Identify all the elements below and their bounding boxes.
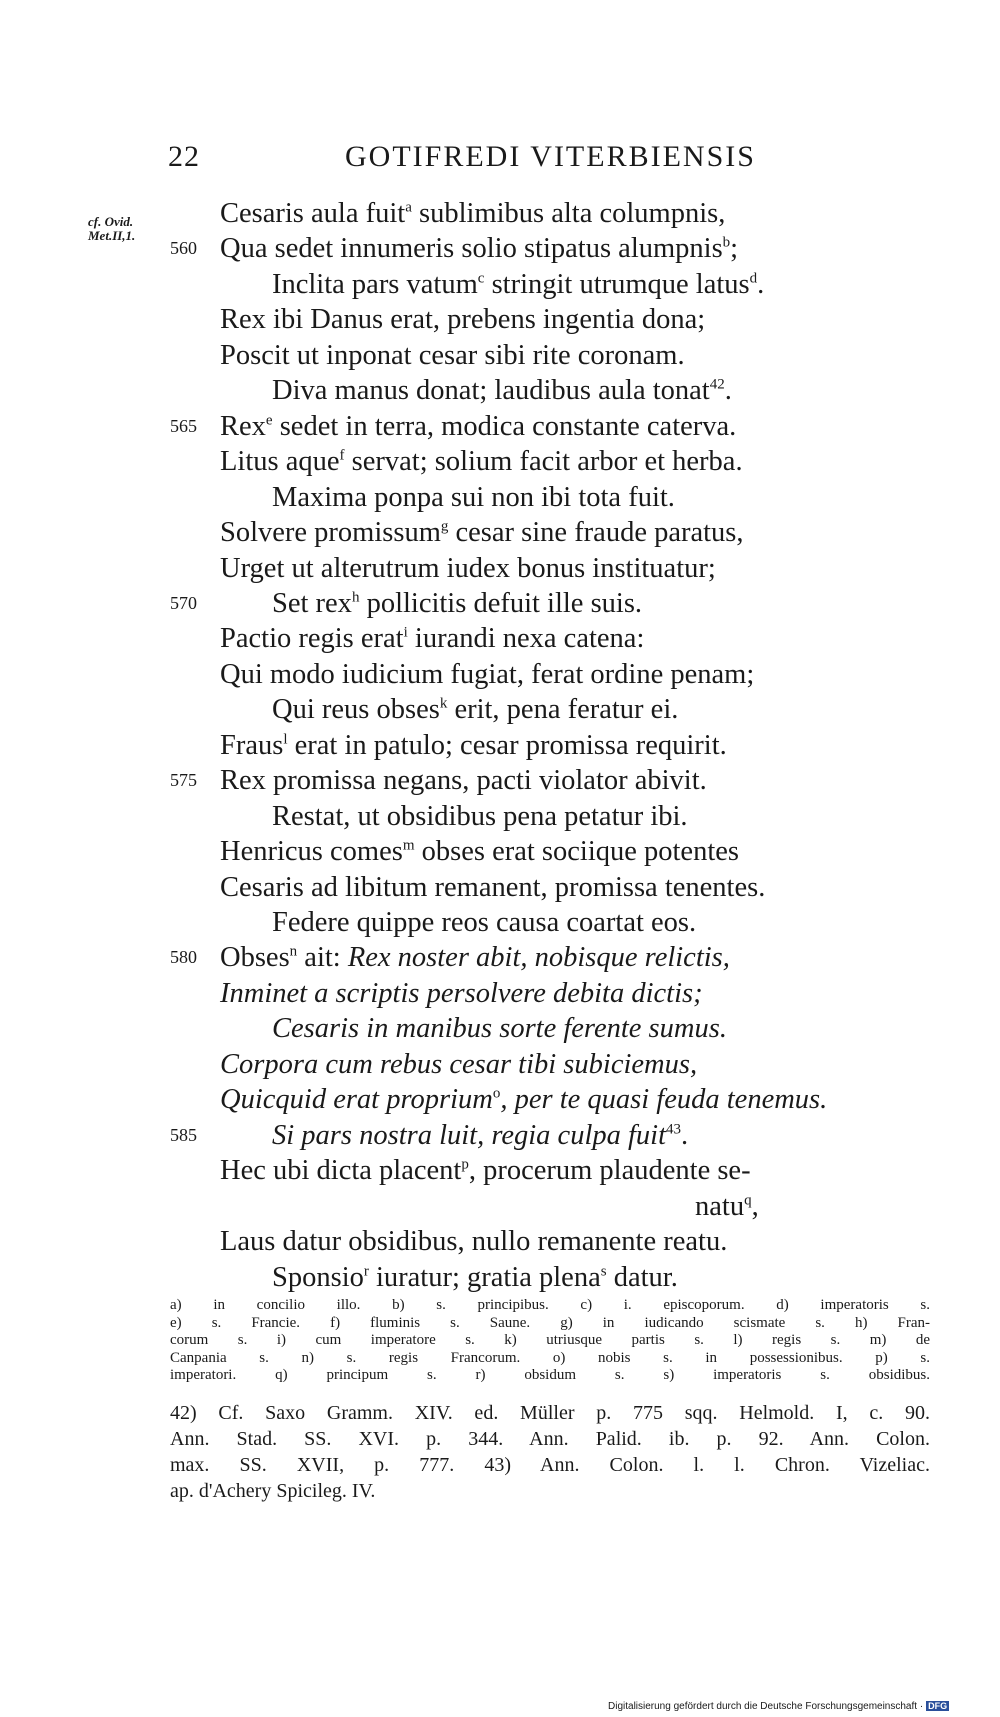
verse-segment: Set rex xyxy=(272,587,352,619)
verse-segment: iurandi nexa catena: xyxy=(407,623,645,655)
footnote-marker: n xyxy=(289,943,298,960)
verse-text xyxy=(272,586,642,621)
verse-text xyxy=(220,515,744,550)
verse-segment: . xyxy=(757,268,765,300)
verse-segment: Hec ubi dicta placent xyxy=(220,1155,462,1187)
verse-segment: Cesaris ad libitum remanent, promissa tenentes. xyxy=(220,871,766,903)
verse-line xyxy=(0,196,1000,231)
quoted-speech: , per te quasi feuda tenemus. xyxy=(500,1084,828,1116)
verse-line xyxy=(0,409,1000,444)
verse-text xyxy=(272,799,688,834)
verse-text xyxy=(272,267,764,302)
line-number: 580 xyxy=(170,947,197,968)
verse-segment: cesar sine fraude paratus, xyxy=(448,517,744,549)
footnote-line: imperatori. q) principum s. r) obsidum s. s) imperatoris s. obsidibus. xyxy=(170,1367,930,1383)
verse-segment: iuratur; gratia plena xyxy=(368,1261,601,1293)
footnote-marker: g xyxy=(440,518,449,535)
verse-segment: Solvere promissum xyxy=(220,517,441,549)
footnote-marker: l xyxy=(283,731,288,748)
verse-text xyxy=(220,1224,727,1259)
verse-text xyxy=(220,338,685,373)
verse-line xyxy=(0,657,1000,692)
footnote-marker: p xyxy=(461,1156,469,1173)
verse-segment: servat; solium facit arbor et herba. xyxy=(344,446,743,478)
verse-segment: natu xyxy=(695,1190,745,1222)
verse-text xyxy=(220,231,738,266)
verse-line xyxy=(0,551,1000,586)
quoted-speech: Rex noster abit, nobisque relictis, xyxy=(347,942,730,974)
verse-text xyxy=(272,1011,727,1046)
quoted-speech: Cesaris in manibus sorte ferente sumus. xyxy=(272,1013,727,1045)
verse-segment: pollicitis defuit ille suis. xyxy=(359,587,643,619)
verse-text xyxy=(220,657,754,692)
verse-line xyxy=(0,940,1000,975)
verse-segment: Maxima ponpa sui non ibi tota fuit. xyxy=(272,481,675,513)
verse-segment: Laus datur obsidibus, nullo remanente reatu. xyxy=(220,1226,728,1258)
verse-text xyxy=(695,1189,759,1224)
verse-text xyxy=(220,1047,697,1082)
verse-segment: sedet in terra, modica constante caterva. xyxy=(272,410,737,442)
verse-text xyxy=(272,373,732,408)
verse-line xyxy=(0,692,1000,727)
verse-segment: Obses xyxy=(220,942,290,974)
footnote-line: corum s. i) cum imperatore s. k) utriusque partis s. l) regis s. m) de xyxy=(170,1332,930,1348)
running-header xyxy=(0,140,1000,180)
verse-line xyxy=(0,905,1000,940)
reference-line: 42) Cf. Saxo Gramm. XIV. ed. Müller p. 775 sqq. Helmold. I, c. 90. xyxy=(170,1402,930,1424)
quoted-speech: Quicquid erat proprium xyxy=(220,1084,493,1116)
footnote-marker: e xyxy=(265,412,273,429)
footnote-marker: 43 xyxy=(666,1121,682,1138)
footnote-marker: r xyxy=(363,1263,369,1279)
verse-line xyxy=(0,1189,1000,1224)
verse-line xyxy=(0,302,1000,337)
footnote-marker: 42 xyxy=(709,376,725,393)
footnote-line: a) in concilio illo. b) s. principibus. c) i. episcoporum. d) imperatoris s. xyxy=(170,1297,930,1313)
digitization-credit xyxy=(608,1701,949,1712)
verse-segment: ait: xyxy=(297,942,348,974)
verse-segment: Urget ut alterutrum iudex bonus instituatur; xyxy=(220,552,716,584)
footnote-marker: b xyxy=(722,234,731,251)
footnote-marker: q xyxy=(744,1192,752,1209)
verse-line xyxy=(0,621,1000,656)
verse-text xyxy=(220,728,727,763)
footnote-marker: d xyxy=(749,270,758,287)
verse-segment: Restat, ut obsidibus pena petatur ibi. xyxy=(272,800,688,832)
verse-segment: , xyxy=(751,1190,759,1222)
verse-text xyxy=(220,976,703,1011)
margin-note-line: cf. Ovid. xyxy=(88,214,134,229)
verse-segment: Qua sedet innumeris solio stipatus alumpnis xyxy=(220,233,723,265)
reference-line: max. SS. XVII, p. 777. 43) Ann. Colon. l. l. Chron. Vizeliac. xyxy=(170,1454,930,1476)
footnote-marker: i xyxy=(403,624,408,641)
textual-footnotes xyxy=(170,1297,930,1385)
verse-line xyxy=(0,515,1000,550)
verse-text xyxy=(220,870,765,905)
verse-text xyxy=(220,1153,751,1188)
verse-line xyxy=(0,1260,1000,1295)
verse-text xyxy=(220,196,725,231)
verse-text xyxy=(220,444,743,479)
verse-line xyxy=(0,870,1000,905)
verse-segment: Sponsio xyxy=(272,1261,364,1293)
verse-segment: Rex promissa negans, pacti violator abivit. xyxy=(220,765,707,797)
footnote-marker: o xyxy=(492,1085,501,1102)
verse-line xyxy=(0,586,1000,621)
verse-text xyxy=(220,621,644,656)
verse-text xyxy=(220,551,716,586)
verse-segment: obses erat sociique potentes xyxy=(414,836,739,868)
verse-segment: Qui reus obses xyxy=(272,694,440,726)
verse-line xyxy=(0,976,1000,1011)
line-number: 560 xyxy=(170,238,197,259)
dfg-logo: DFG xyxy=(928,1701,948,1711)
verse-line xyxy=(0,1118,1000,1153)
verse-line xyxy=(0,444,1000,479)
reference-line: Ann. Stad. SS. XVI. p. 344. Ann. Palid. ib. p. 92. Ann. Colon. xyxy=(170,1428,930,1450)
verse-segment: Qui modo iudicium fugiat, ferat ordine penam; xyxy=(220,658,755,690)
verse-line xyxy=(0,834,1000,869)
verse-segment: ; xyxy=(730,233,739,265)
running-title: GOTIFREDI VITERBIENSIS xyxy=(345,140,756,173)
verse-segment: erat in patulo; cesar promissa requirit. xyxy=(287,729,727,761)
line-number: 585 xyxy=(170,1124,197,1145)
verse-text xyxy=(272,692,678,727)
verse-text xyxy=(220,302,705,337)
footnote-marker: a xyxy=(405,199,412,216)
verse-segment: Rex ibi Danus erat, prebens ingentia dona; xyxy=(220,304,706,336)
verse-line xyxy=(0,1153,1000,1188)
page-number: 22 xyxy=(168,140,200,173)
footnote-marker: f xyxy=(339,447,345,464)
verse-line xyxy=(0,480,1000,515)
verse-line xyxy=(0,1047,1000,1082)
verse-line xyxy=(0,728,1000,763)
quoted-speech: Si pars nostra luit, regia culpa fuit xyxy=(272,1119,667,1151)
footnote-line: e) s. Francie. f) fluminis s. Saune. g) in iudicando scismate s. h) Fran- xyxy=(170,1314,930,1331)
verse-line xyxy=(0,228,1000,266)
verse-text xyxy=(220,409,736,444)
verse-text xyxy=(220,1082,827,1117)
verse-segment: Diva manus donat; laudibus aula tonat xyxy=(272,375,710,407)
verse-segment: , procerum plaudente se- xyxy=(468,1155,751,1187)
credit-text: Digitalisierung gefördert durch die Deutsche Forschungsgemeinschaft · xyxy=(608,1701,924,1712)
verse-text xyxy=(220,834,739,869)
verse-line xyxy=(0,1011,1000,1046)
verse-segment: sublimibus alta columpnis, xyxy=(411,198,726,229)
quoted-speech: Corpora cum rebus cesar tibi subiciemus, xyxy=(220,1048,698,1080)
quoted-speech: Inminet a scriptis persolvere debita dictis; xyxy=(220,977,703,1009)
verse-segment: Pactio regis erat xyxy=(220,623,404,655)
verse-segment: stringit utrumque latus xyxy=(484,268,750,300)
verse-text xyxy=(220,940,730,975)
verse-line xyxy=(0,338,1000,373)
verse-text xyxy=(220,763,707,798)
footnote-marker: c xyxy=(477,270,485,287)
verse-line xyxy=(0,1082,1000,1117)
verse-line xyxy=(0,1224,1000,1259)
footnote-marker: k xyxy=(439,695,448,712)
line-number: 570 xyxy=(170,592,197,613)
verse-segment: erit, pena feratur ei. xyxy=(447,694,679,726)
verse-line xyxy=(0,763,1000,798)
verse-text xyxy=(272,480,675,515)
verse-segment: Poscit ut inponat cesar sibi rite coronam. xyxy=(220,339,685,371)
line-number: 565 xyxy=(170,415,197,436)
verse-segment: Henricus comes xyxy=(220,836,403,868)
verse-segment: Federe quippe reos causa coartat eos. xyxy=(272,907,697,938)
source-references xyxy=(170,1400,930,1504)
line-number: 575 xyxy=(170,770,197,791)
verse-segment: Litus aque xyxy=(220,446,340,478)
reference-line: ap. d'Achery Spicileg. IV. xyxy=(170,1480,376,1502)
verse-line xyxy=(0,799,1000,834)
footnote-line: Canpania s. n) s. regis Francorum. o) nobis s. in possessionibus. p) s. xyxy=(170,1349,930,1366)
verse-segment: Cesaris aula fuit xyxy=(220,198,406,229)
footnote-marker: h xyxy=(351,589,360,606)
verse-segment: datur. xyxy=(606,1261,678,1293)
verse-segment: Rex xyxy=(220,410,266,442)
verse-text xyxy=(272,905,696,940)
verse-line xyxy=(0,373,1000,408)
verse-segment: Inclita pars vatum xyxy=(272,268,478,300)
verse-segment: . xyxy=(681,1119,689,1151)
footnote-marker: m xyxy=(402,837,415,854)
verse-text xyxy=(272,1118,688,1153)
verse-segment: . xyxy=(724,375,732,407)
footnote-marker: s xyxy=(600,1263,607,1279)
verse-text xyxy=(272,1260,678,1295)
verse-line xyxy=(0,267,1000,302)
margin-note-line: Met.II,1. xyxy=(88,228,136,243)
verse-segment: Fraus xyxy=(220,729,284,761)
